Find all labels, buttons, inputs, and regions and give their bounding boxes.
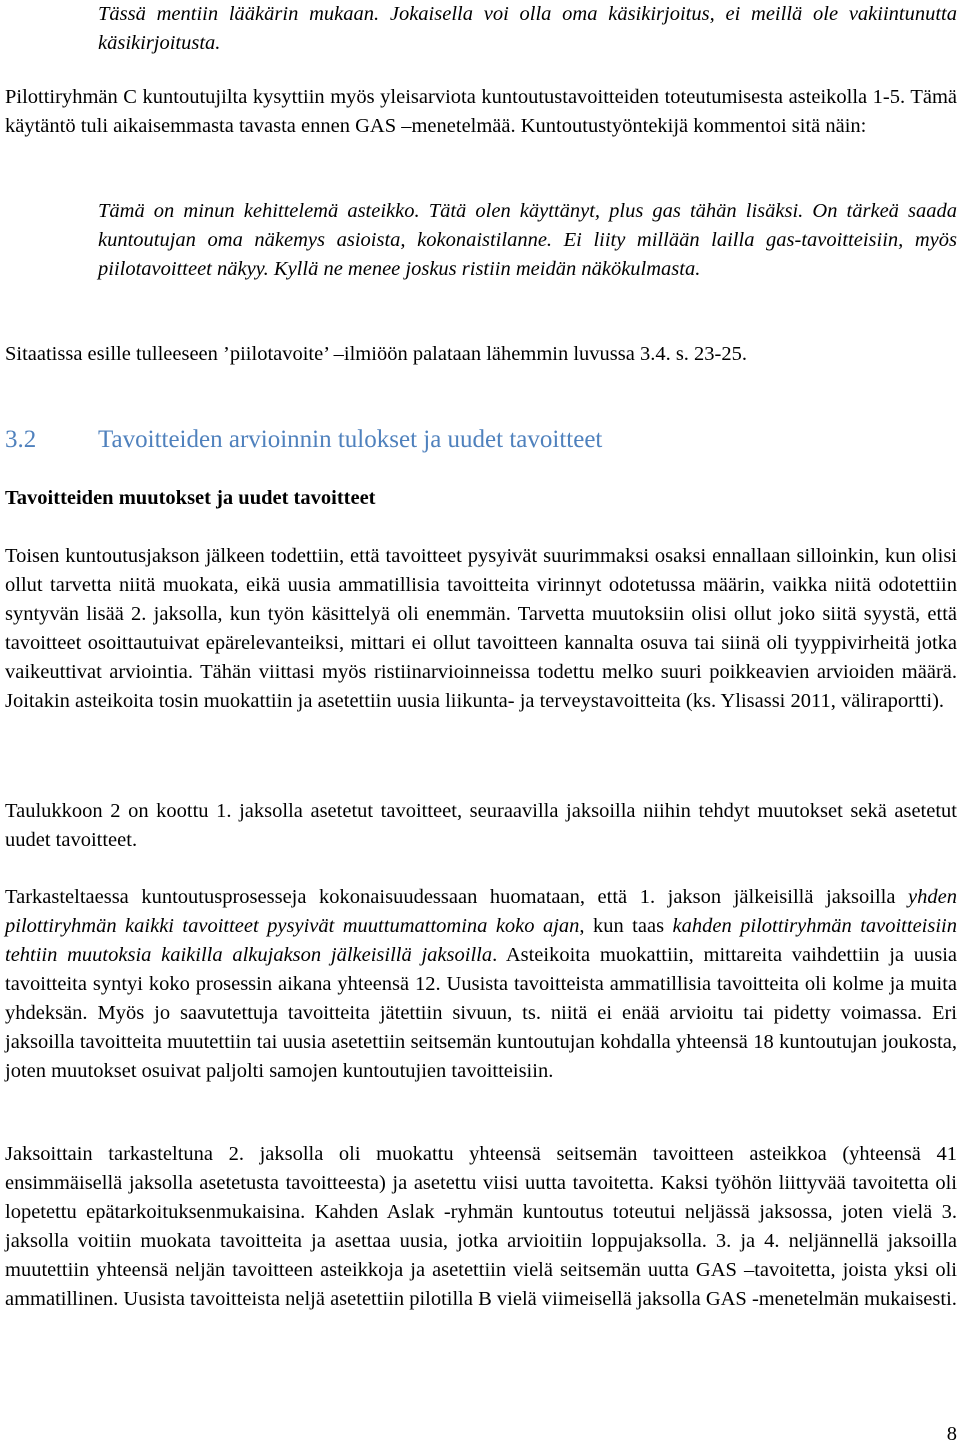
- section-number: 3.2: [5, 426, 37, 453]
- paragraph-process-overview: Tarkasteltaessa kuntoutusprosesseja kokonaisuudessaan huomataan, että 1. jakson jälkeisillä jaksoilla yhden pilottiryhmän kaikki tavoitteet pysyivät muuttumattomina koko ajan, kun taas kahden pilottiryhmän tavoitteisiin tehtiin muutoksia kaikilla alkujakson jälkeisillä jaksoilla. Asteikoita muokattiin, mittareita vaihdettiin ja uusia tavoitteita syntyi koko prosessin aikana yhteensä 12. Uusista tavoitteista ammatillisia tavoitteita oli kolme ja muita yhdeksän. Myös jo saavutettuja tavoitteita jätettiin sivuun, ts. niitä ei enää arvioitu tai pidetty voimassa. Eri jaksoilla tavoitteita muutettiin tai uusia asetettiin seitsemän kuntoutujan kohdalla yhteensä 18 kuntoutujan joukosta, joten muutokset osuivat paljolti samojen kuntoutujien tavoitteisiin.: [5, 886, 957, 1082]
- subheading: Tavoitteiden muutokset ja uudet tavoitteet: [5, 487, 376, 509]
- paragraph-rating-scale: Pilottiryhmän C kuntoutujilta kysyttiin myös yleisarviota kuntoutustavoitteiden toteutumisesta asteikolla 1-5. Tämä käytäntö tuli aikaisemmasta tavasta ennen GAS –menetelmää. Kuntoutustyöntekijä kommentoi sitä näin:: [5, 86, 957, 137]
- paragraph-goal-changes: Toisen kuntoutusjakson jälkeen todettiin, että tavoitteet pysyivät suurimmaksi osaksi ennallaan silloinkin, kun olisi ollut tarvetta niitä muokata, eikä uusia ammatillisia tavoitteita virinnyt odotetussa määrin, vaikka niitä odotettiin syntyvän lisää 2. jaksolla, kun työn käsittelyä oli enemmän. Tarvetta muutoksiin olisi ollut joko siitä syystä, että tavoitteet osoittautuivat epärelevanteiksi, mittari ei ollut tavoitteen kannalta osuva tai siinä oli tyyppivirheitä jotka vaikeuttivat arviointia. Tähän viittasi myös ristiinarvioinneissa todettu melko suuri poikkeavien arvioiden määrä. Joitakin asteikoita tosin muokattiin ja asetettiin uusia liikunta- ja terveystavoitteita (ks. Ylisassi 2011, väliraportti).: [5, 545, 957, 712]
- quote-doctor: Tässä mentiin lääkärin mukaan. Jokaisella voi olla oma käsikirjoitus, ei meillä ole vakiintunutta käsikirjoitusta.: [98, 3, 957, 54]
- paragraph-periodic-review: Jaksoittain tarkasteltuna 2. jaksolla oli muokattu yhteensä seitsemän tavoitteen asteikkoa (yhteensä 41 ensimmäisellä jaksolla asetetusta tavoitteesta) ja asetettu viisi uutta tavoitetta. Kaksi työhön liittyvää tavoitetta oli lopetettu epätarkoituksenmukaisina. Kahden Aslak -ryhmän kuntoutus toteutui neljässä jaksossa, joten vielä 3. jaksolla voitiin muokata tavoitteita ja asettaa uusia, jotka arvioitiin loppujaksolla. 3. ja 4. neljännellä jaksoilla muutettiin yhteensä neljän tavoitteen asteikkoja ja asetettiin vielä seitsemän uutta GAS –tavoitetta, joista yksi oli ammatillinen. Uusista tavoitteista neljä asetettiin pilotilla B vielä viimeisellä jaksolla GAS -menetelmän mukaisesti.: [5, 1143, 957, 1310]
- paragraph-table-reference: Taulukkoon 2 on koottu 1. jaksolla asetetut tavoitteet, seuraavilla jaksoilla niihin tehdyt muutokset sekä asetetut uudet tavoitteet.: [5, 800, 957, 851]
- section-heading: [5, 424, 602, 456]
- page-number: 8: [946, 1423, 957, 1445]
- section-title: Tavoitteiden arvioinnin tulokset ja uudet tavoitteet: [98, 426, 603, 453]
- quote-staff-comment: Tämä on minun kehittelemä asteikko. Tätä olen käyttänyt, plus gas tähän lisäksi. On tärkeä saada kuntoutujan oma näkemys asioista, kokonaistilanne. Ei liity millään lailla gas-tavoitteisiin, myös piilotavoitteet näkyy. Kyllä ne menee joskus ristiin meidän näkökulmasta.: [98, 200, 957, 280]
- paragraph-hidden-goal: Sitaatissa esille tulleeseen ’piilotavoite’ –ilmiöön palataan lähemmin luvussa 3.4. s. 23-25.: [5, 343, 748, 365]
